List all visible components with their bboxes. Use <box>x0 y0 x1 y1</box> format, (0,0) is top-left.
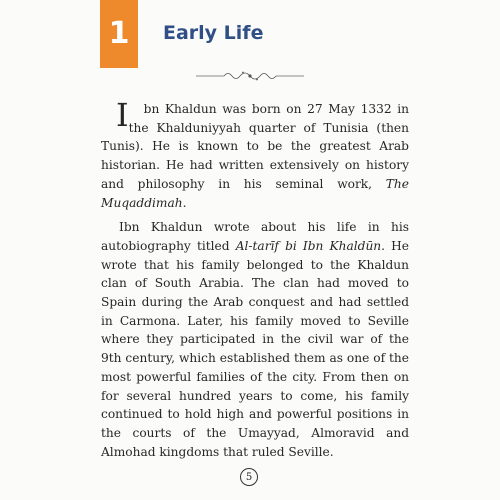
book-title: The Muqaddimah <box>101 176 409 210</box>
paragraph-text: Ibn Khaldun wrote about his life in his autobiography titled <box>101 220 409 253</box>
chapter-number: 1 <box>108 16 130 51</box>
ornamental-divider-icon <box>196 68 304 84</box>
book-title: Al-tarīf bi Ibn Khaldūn <box>235 238 382 253</box>
chapter-body <box>101 96 410 461</box>
paragraph-text: . <box>182 195 187 210</box>
paragraph-text: . He wrote that his family belonged to the Khaldun clan of South Arabia. The clan had moved to Spain during the Arab conquest and had settled in Carmona. Later, his family moved to Seville where they participated in the civil war of the 9th century, which established them as one of the most powerful families of the city. From then on for several hundred years to come, his family continued to hold high and powerful positions in the courts of the Umayyad, Almoravid and Almohad kingdoms that ruled Seville. <box>101 238 410 459</box>
chapter-title: Early Life <box>163 22 264 44</box>
paragraph-text: bn Khaldun was born on 27 May 1332 in the Khalduniyyah quarter of Tunisia (then Tunis). He is known to be the greatest Arab historian. He had written extensively on history and philosophy in his seminal work, <box>101 102 409 191</box>
paragraph-1 <box>101 96 409 212</box>
chapter-number-tab <box>100 0 138 68</box>
paragraph-2 <box>101 218 409 461</box>
page-number: 5 <box>240 468 258 486</box>
drop-cap: I <box>116 96 129 134</box>
